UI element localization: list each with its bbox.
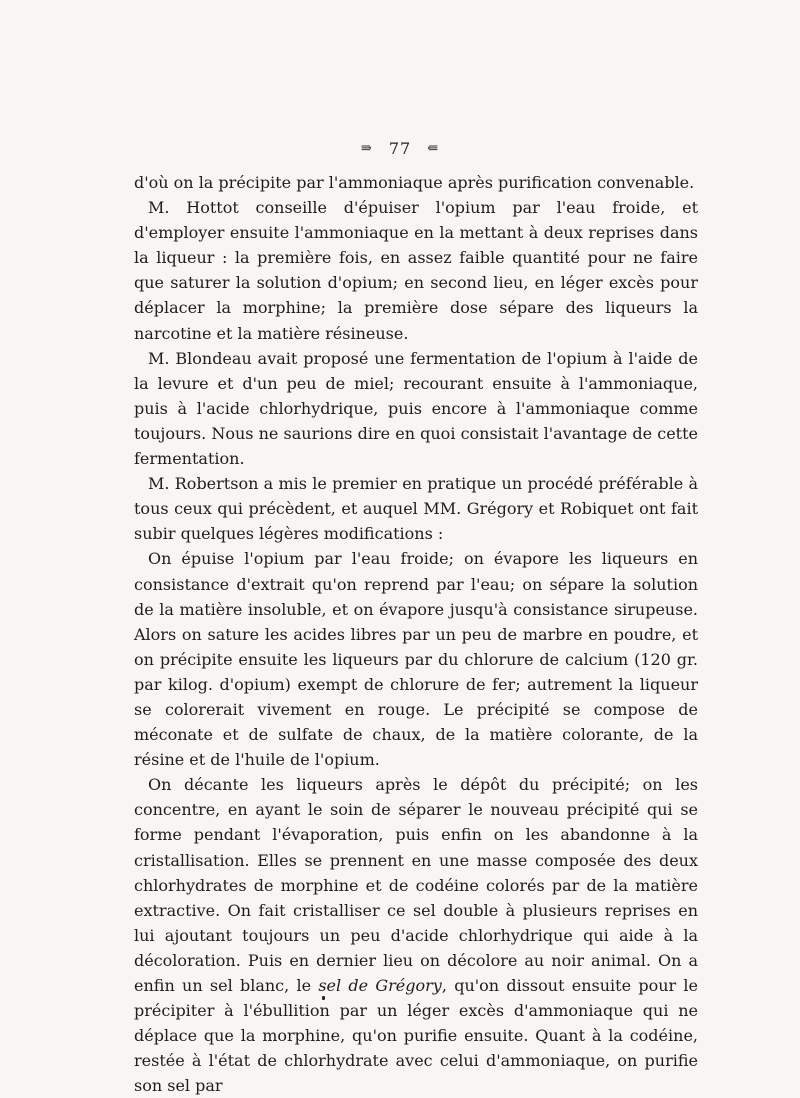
paragraph-procedure: On épuise l'opium par l'eau froide; on évapore les liqueurs en consistance d'extrait qu'on reprend par l'eau; on sépare la solution de la matière insoluble, et on évapore jusqu'à consistance sirupeuse. Alors on sature les acides libres par un peu de marbre en poudre, et on précipite ensuite les liqueurs par du chlorure de calcium (120 gr. par kilog. d'opium) exempt de chlorure de fer; autrement la liqueur se colorerait vivement en rouge. Le précipité se compose de méconate et de sulfate de chaux, de la matière colorante, de la résine et de l'huile de l'opium. [134, 549, 698, 770]
paragraph-robertson: M. Robertson a mis le premier en pratique un procédé préférable à tous ceux qui précèdent, et auquel MM. Grégory et Robiquet ont fait subir quelques légères modifications : [134, 474, 698, 544]
decantation-text-after: , qu'on dissout ensuite pour le précipiter à l'ébullition par un léger excès d'ammoniaque qui ne déplace que la morphine, qu'on purifie ensuite. Quant à la codéine, restée à l'état de chlorhydrate avec celui d'ammoniaque, on purifie son sel par [134, 976, 699, 1096]
right-ornament-icon: ⇚ [427, 141, 440, 156]
decantation-text-before: On décante les liqueurs après le dépôt du précipité; on les concentre, en ayant le soin de séparer le nouveau précipité qui se forme pendant l'évaporation, puis enfin on les abandonne à la cristallisation. Elles se prennent en une masse composée des deux chlorhydrates de morphine et de codéine colorés par de la matière extractive. On fait cristalliser ce sel double à plusieurs reprises en lui ajoutant toujours un peu d'acide chlorhydrique qui aide à la décoloration. Puis en dernier lieu on décolore au noir animal. On a enfin un sel blanc, le [134, 775, 698, 995]
paragraph-hottot: M. Hottot conseille d'épuiser l'opium par l'eau froide, et d'employer ensuite l'ammoniaque en la mettant à deux reprises dans la liqueur : la première fois, en assez faible quantité pour ne faire que saturer la solution d'opium; en second lieu, en léger excès pour déplacer la morphine; la première dose sépare des liqueurs la narcotine et la matière résineuse. [134, 198, 698, 343]
page-body [134, 170, 698, 1098]
left-ornament-icon: ⇛ [360, 141, 373, 156]
paragraph-decantation [134, 772, 698, 1098]
page-header [0, 138, 800, 158]
paragraph-blondeau: M. Blondeau avait proposé une fermentation de l'opium à l'aide de la levure et d'un peu de miel; recourant ensuite à l'ammoniaque, puis à l'acide chlorhydrique, puis encore à l'ammoniaque comme toujours. Nous ne saurions dire en quoi consistait l'avantage de cette fermentation. [134, 348, 698, 469]
page-number: 77 [388, 139, 412, 158]
ink-speck [322, 996, 325, 1000]
sel-de-gregory-term: sel de Grégory [318, 976, 442, 995]
paragraph-continuation: d'où on la précipite par l'ammoniaque après purification convenable. [134, 173, 695, 192]
